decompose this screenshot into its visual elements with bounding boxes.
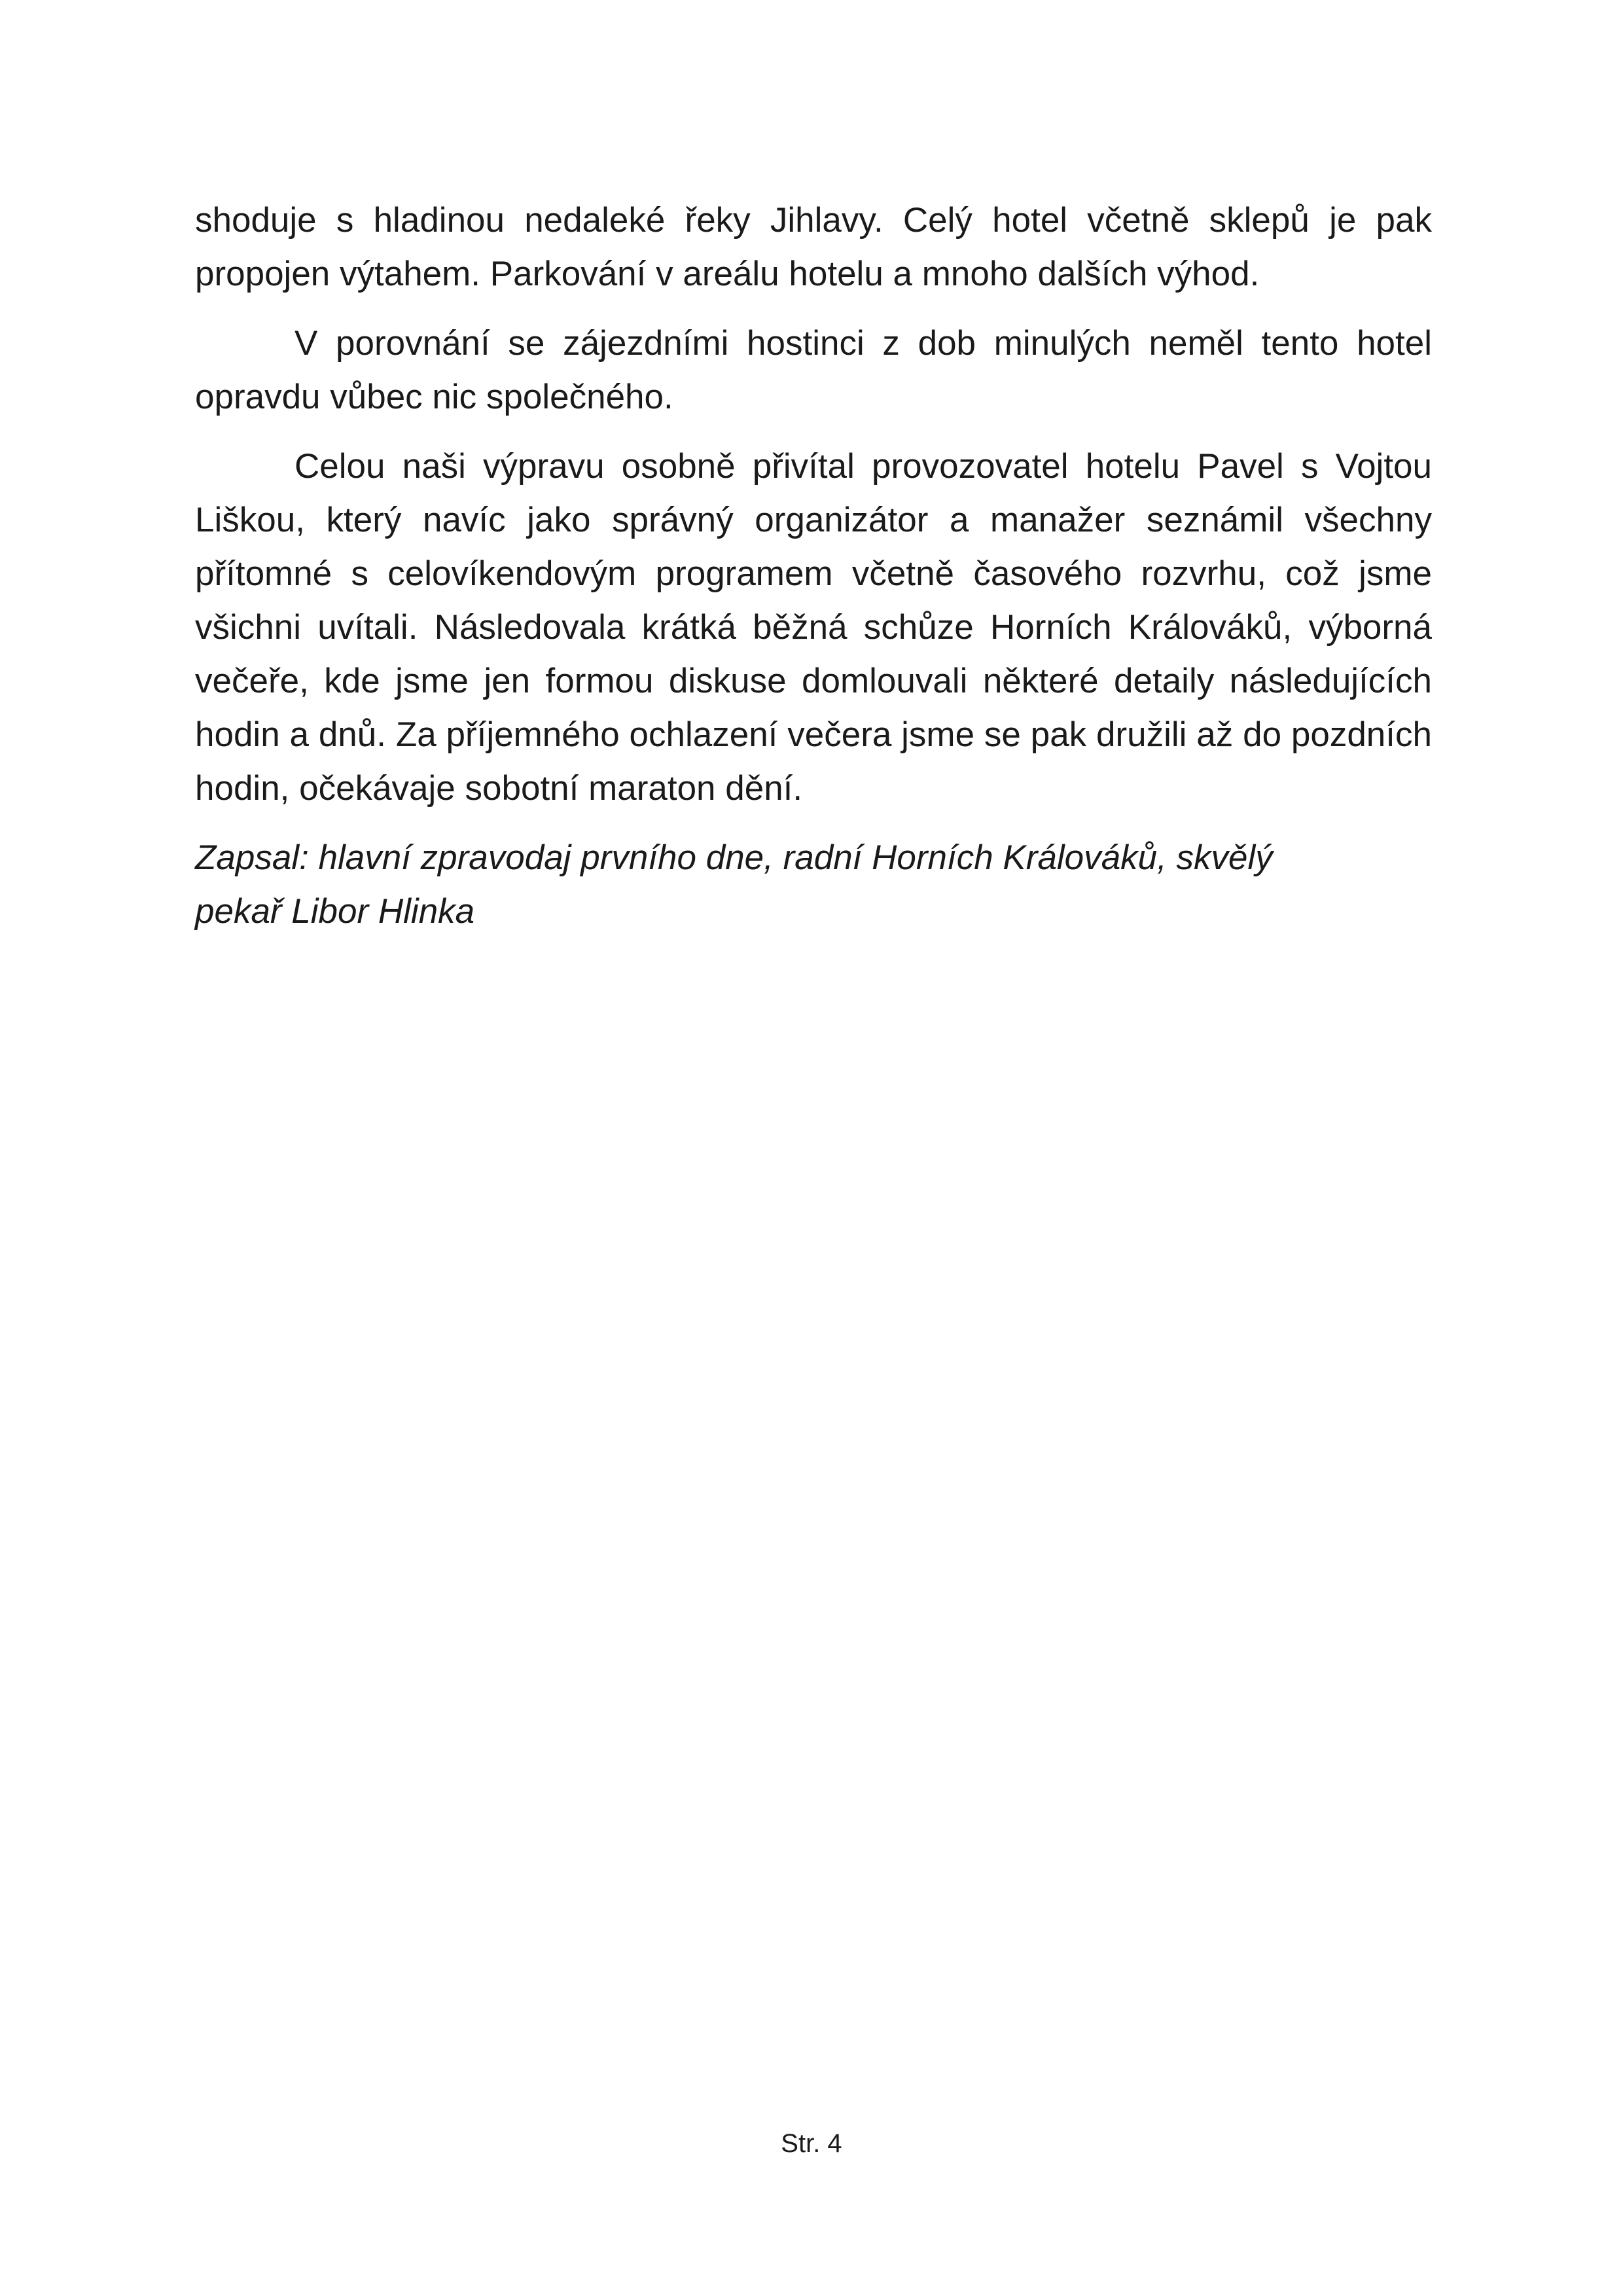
paragraph-comparison: V porovnání se zájezdními hostinci z dob minulých neměl tento hotel opravdu vůbec nic společného. xyxy=(195,324,1432,416)
paragraph-hotel-description: shoduje s hladinou nedaleké řeky Jihlavy. Celý hotel včetně sklepů je pak propojen výtahem. Parkování v areálu hotelu a mnoho dalších výhod. xyxy=(195,201,1432,293)
document-body xyxy=(195,194,1432,939)
page-number: Str. 4 xyxy=(781,2129,842,2158)
author-signature: Zapsal: hlavní zpravodaj prvního dne, radní Horních Králováků, skvělý pekař Libor Hlinka xyxy=(195,838,1273,931)
paragraph-welcome: Celou naši výpravu osobně přivítal provozovatel hotelu Pavel s Vojtou Liškou, který navíc jako správný organizátor a manažer seznámil všechny přítomné s celovíkendovým programem včetně časového rozvrhu, což jsme všichni uvítali. Následovala krátká běžná schůze Horních Králováků, výborná večeře, kde jsme jen formou diskuse domlouvali některé detaily následujících hodin a dnů. Za příjemného ochlazení večera jsme se pak družili až do pozdních hodin, očekávaje sobotní maraton dění. xyxy=(195,447,1432,808)
